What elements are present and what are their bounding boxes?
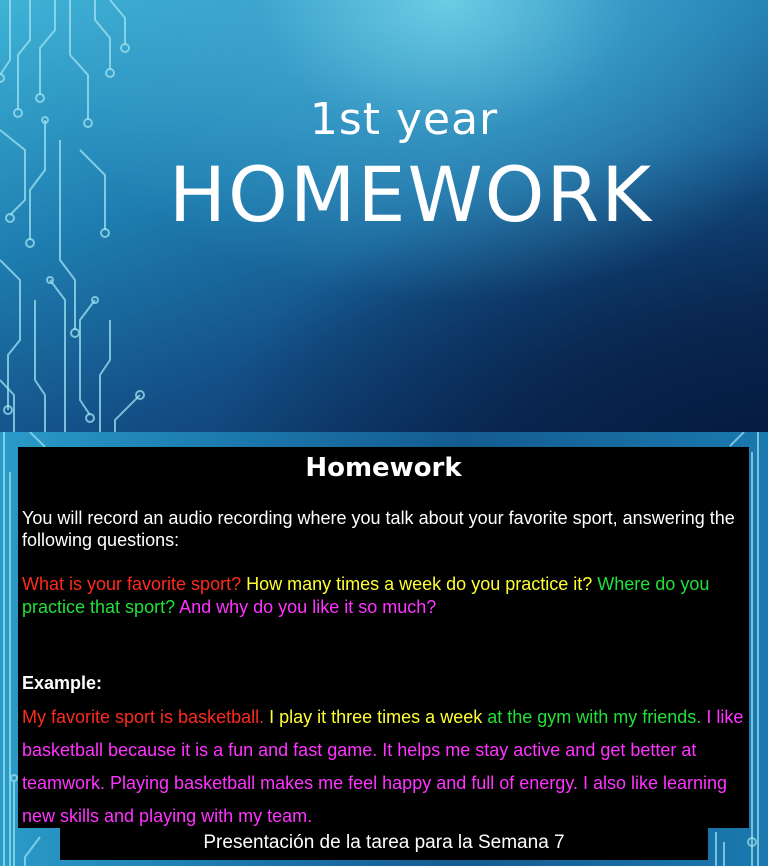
slide-subtitle: 1st year: [309, 94, 499, 145]
question-frequency: How many times a week do you practice it?: [246, 574, 593, 594]
example-sport: My favorite sport is basketball.: [22, 707, 265, 727]
example-frequency: I play it three times a week: [269, 707, 483, 727]
example-paragraph: [22, 701, 746, 833]
homework-slide: [0, 432, 768, 866]
example-label: Example:: [22, 673, 103, 693]
example-location: at the gym with my friends.: [487, 707, 702, 727]
slide-title: HOMEWORK: [168, 150, 654, 239]
question-location: Where do you practice that sport?: [22, 574, 710, 617]
title-slide: [0, 0, 768, 432]
footer-caption: Presentación de la tarea para la Semana 7: [60, 828, 708, 860]
instructions-text: You will record an audio recording where you talk about your favorite sport, answering the following questions:: [22, 508, 735, 550]
example-reason: I like basketball because it is a fun and fast game. It helps me stay active and get better at teamwork. Playing basketball makes me feel happy and full of energy. I also like learning new skills and playing with my team.: [22, 707, 744, 826]
questions-paragraph: [22, 573, 744, 619]
panel-title: Homework: [305, 453, 462, 483]
homework-panel: [18, 447, 749, 828]
question-favorite-sport: What is your favorite sport?: [22, 574, 242, 594]
question-reason: And why do you like it so much?: [179, 597, 437, 617]
